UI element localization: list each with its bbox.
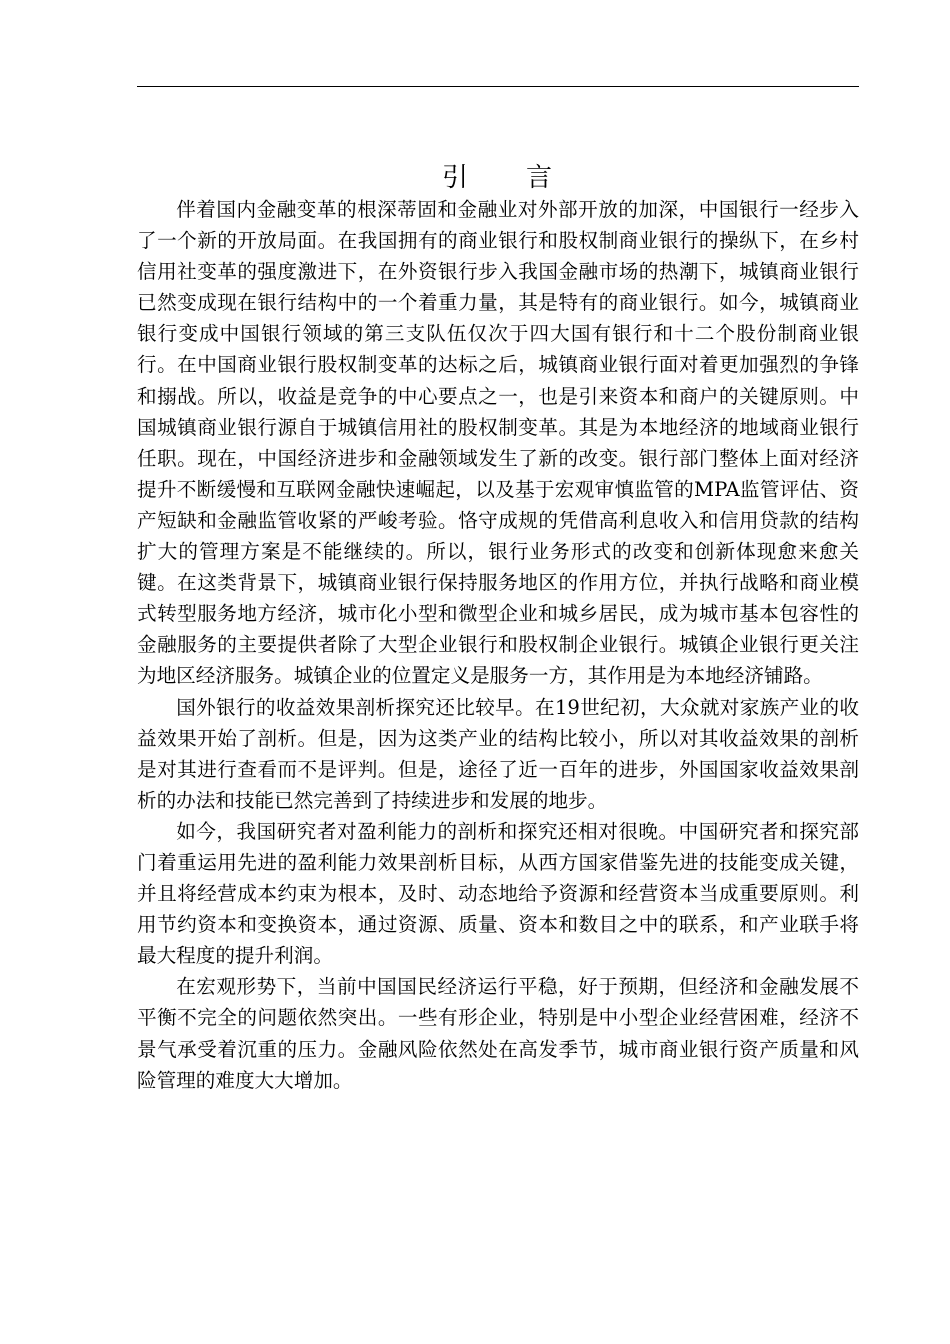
paragraph-4: 在宏观形势下，当前中国国民经济运行平稳，好于预期，但经济和金融发展不平衡不完全的问题依然突出。一些有形企业，特别是中小型企业经营困难，经济不景气承受着沉重的压力。金融风险依然处在高发季节，城市商业银行资产质量和风险管理的难度大大增加。	[137, 975, 859, 1092]
body-text	[137, 194, 859, 1096]
header-rule	[137, 86, 859, 87]
paragraph-1: 伴着国内金融变革的根深蒂固和金融业对外部开放的加深，中国银行一经步入了一个新的开放局面。在我国拥有的商业银行和股权制商业银行的操纵下，在乡村信用社变革的强度激进下，在外资银行步入我国金融市场的热潮下，城镇商业银行已然变成现在银行结构中的一个着重力量，其是特有的商业银行。如今，城镇商业银行变成中国银行领域的第三支队伍仅次于四大国有银行和十二个股份制商业银行。在中国商业银行股权制变革的达标之后，城镇商业银行面对着更加强烈的争锋和搦战。所以，收益是竞争的中心要点之一，也是引来资本和商户的关键原则。中国城镇商业银行源自于城镇信用社的股权制变革。其是为本地经济的地域商业银行任职。现在，中国经济进步和金融领域发生了新的改变。银行部门整体上面对经济提升不断缓慢和互联网金融快速崛起，以及基于宏观审慎监管的MPA监管评估、资产短缺和金融监管收紧的严峻考验。恪守成规的凭借高利息收入和信用贷款的结构扩大的管理方案是不能继续的。所以，银行业务形式的改变和创新体现愈来愈关键。在这类背景下，城镇商业银行保持服务地区的作用方位，并执行战略和商业模式转型服务地方经济，城市化小型和微型企业和城乡居民，成为城市基本包容性的金融服务的主要提供者除了大型企业银行和股权制企业银行。城镇企业银行更关注为地区经济服务。城镇企业的位置定义是服务一方，其作用是为本地经济铺路。	[137, 198, 859, 688]
paragraph-2: 国外银行的收益效果剖析探究还比较早。在19世纪初，大众就对家族产业的收益效果开始了剖析。但是，因为这类产业的结构比较小，所以对其收益效果的剖析是对其进行查看而不是评判。但是，途径了近一百年的进步，外国国家收益效果剖析的办法和技能已然完善到了持续进步和发展的地步。	[137, 695, 859, 812]
paragraph-3: 如今，我国研究者对盈利能力的剖析和探究还相对很晚。中国研究者和探究部门着重运用先进的盈利能力效果剖析目标，从西方国家借鉴先进的技能变成关键，并且将经营成本约束为根本，及时、动态地给予资源和经营资本当成重要原则。利用节约资本和变换资本，通过资源、质量、资本和数目之中的联系，和产业联手将最大程度的提升利润。	[137, 819, 859, 968]
section-title: 引 言	[441, 163, 554, 193]
